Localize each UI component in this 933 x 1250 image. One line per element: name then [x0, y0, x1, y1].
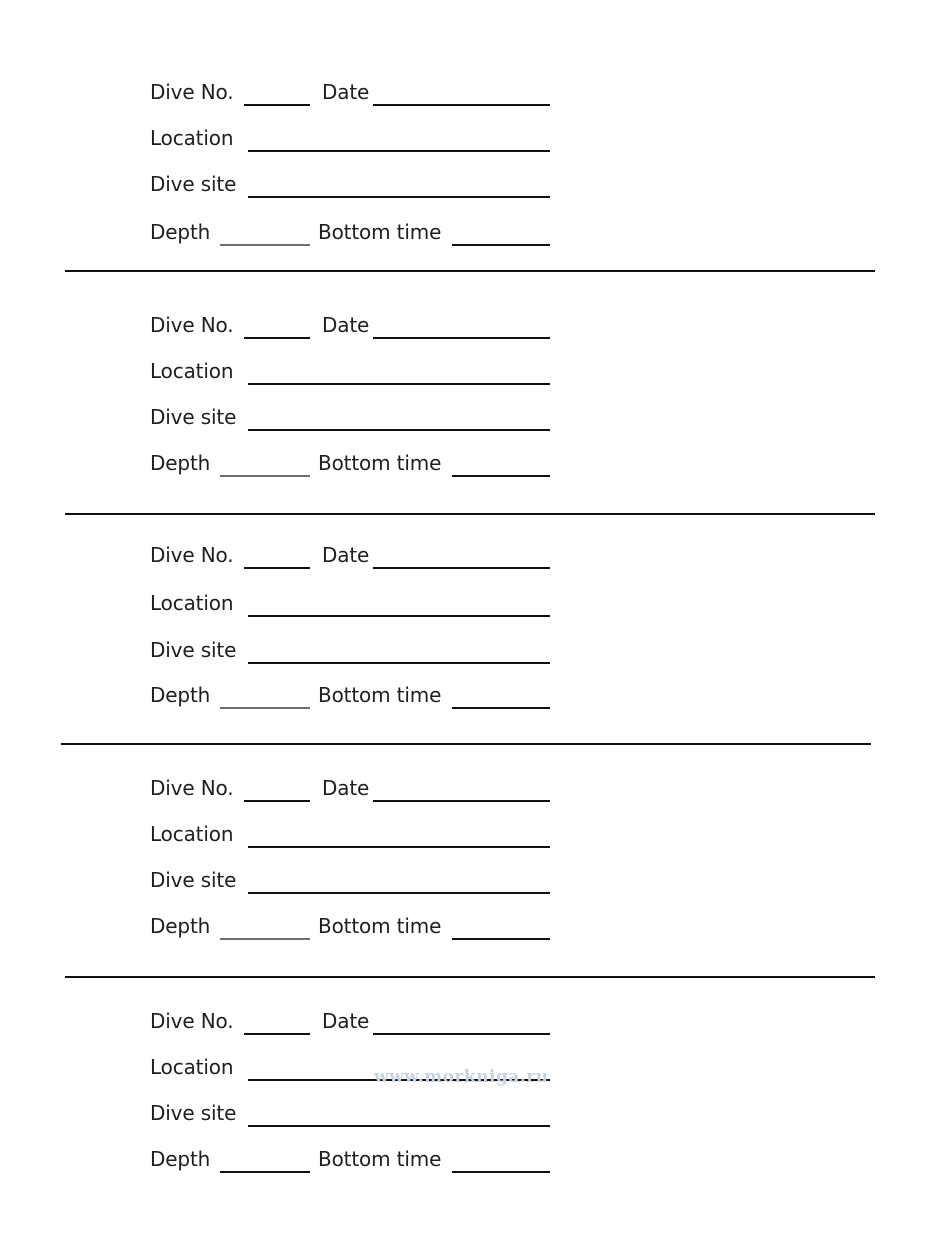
bottom-time-field[interactable] [452, 475, 550, 477]
dive-log-entry-5 [150, 1009, 560, 1209]
dive-site-label: Dive site [150, 172, 237, 196]
bottom-time-label: Bottom time [318, 683, 442, 707]
depth-bottom-time-row [150, 220, 560, 248]
location-field[interactable] [248, 383, 550, 385]
dive-number-date-row [150, 80, 560, 108]
depth-bottom-time-row [150, 683, 560, 711]
location-field[interactable] [248, 150, 550, 152]
date-label: Date [322, 776, 370, 800]
dive-number-label: Dive No. [150, 313, 234, 337]
dive-log-entry-4 [150, 776, 560, 976]
dive-number-label: Dive No. [150, 1009, 234, 1033]
location-field[interactable] [248, 846, 550, 848]
date-field[interactable] [373, 1033, 550, 1035]
date-label: Date [322, 1009, 370, 1033]
depth-label: Depth [150, 1147, 211, 1171]
depth-bottom-time-row [150, 1147, 560, 1175]
dive-number-label: Dive No. [150, 776, 234, 800]
bottom-time-label: Bottom time [318, 914, 442, 938]
dive-site-field[interactable] [248, 662, 550, 664]
depth-field[interactable] [220, 1171, 310, 1173]
dive-number-date-row [150, 1009, 560, 1037]
dive-site-row [150, 1101, 560, 1129]
date-label: Date [322, 543, 370, 567]
date-field[interactable] [373, 104, 550, 106]
section-divider [65, 513, 875, 515]
date-label: Date [322, 313, 370, 337]
dive-log-entry-1 [150, 80, 560, 280]
depth-bottom-time-row [150, 914, 560, 942]
bottom-time-field[interactable] [452, 1171, 550, 1173]
watermark: www.morkniga.ru [374, 1067, 549, 1087]
depth-label: Depth [150, 451, 211, 475]
bottom-time-label: Bottom time [318, 220, 442, 244]
depth-field[interactable] [220, 244, 310, 246]
location-field[interactable] [248, 615, 550, 617]
dive-site-row [150, 868, 560, 896]
location-label: Location [150, 359, 234, 383]
bottom-time-label: Bottom time [318, 1147, 442, 1171]
section-divider [65, 270, 875, 272]
location-row [150, 126, 560, 154]
location-label: Location [150, 591, 234, 615]
dive-number-label: Dive No. [150, 543, 234, 567]
date-field[interactable] [373, 337, 550, 339]
location-row [150, 591, 560, 619]
dive-number-field[interactable] [244, 1033, 310, 1035]
dive-number-date-row [150, 776, 560, 804]
location-label: Location [150, 126, 234, 150]
dive-number-date-row [150, 313, 560, 341]
dive-site-label: Dive site [150, 868, 237, 892]
dive-site-label: Dive site [150, 405, 237, 429]
dive-number-field[interactable] [244, 800, 310, 802]
section-divider [61, 743, 871, 745]
dive-log-entry-2 [150, 313, 560, 513]
depth-label: Depth [150, 220, 211, 244]
bottom-time-label: Bottom time [318, 451, 442, 475]
dive-site-row [150, 405, 560, 433]
dive-number-label: Dive No. [150, 80, 234, 104]
dive-site-label: Dive site [150, 1101, 237, 1125]
dive-site-row [150, 172, 560, 200]
dive-number-field[interactable] [244, 337, 310, 339]
depth-field[interactable] [220, 475, 310, 477]
dive-number-date-row [150, 543, 560, 571]
date-field[interactable] [373, 800, 550, 802]
dive-site-field[interactable] [248, 196, 550, 198]
depth-field[interactable] [220, 707, 310, 709]
dive-site-field[interactable] [248, 892, 550, 894]
dive-site-label: Dive site [150, 638, 237, 662]
section-divider [65, 976, 875, 978]
location-row [150, 359, 560, 387]
location-row [150, 822, 560, 850]
bottom-time-field[interactable] [452, 938, 550, 940]
location-label: Location [150, 1055, 234, 1079]
date-field[interactable] [373, 567, 550, 569]
dive-number-field[interactable] [244, 104, 310, 106]
location-label: Location [150, 822, 234, 846]
bottom-time-field[interactable] [452, 707, 550, 709]
date-label: Date [322, 80, 370, 104]
dive-site-field[interactable] [248, 1125, 550, 1127]
bottom-time-field[interactable] [452, 244, 550, 246]
dive-site-row [150, 638, 560, 666]
depth-label: Depth [150, 914, 211, 938]
dive-number-field[interactable] [244, 567, 310, 569]
depth-field[interactable] [220, 938, 310, 940]
depth-label: Depth [150, 683, 211, 707]
dive-log-entry-3 [150, 543, 560, 743]
dive-site-field[interactable] [248, 429, 550, 431]
depth-bottom-time-row [150, 451, 560, 479]
